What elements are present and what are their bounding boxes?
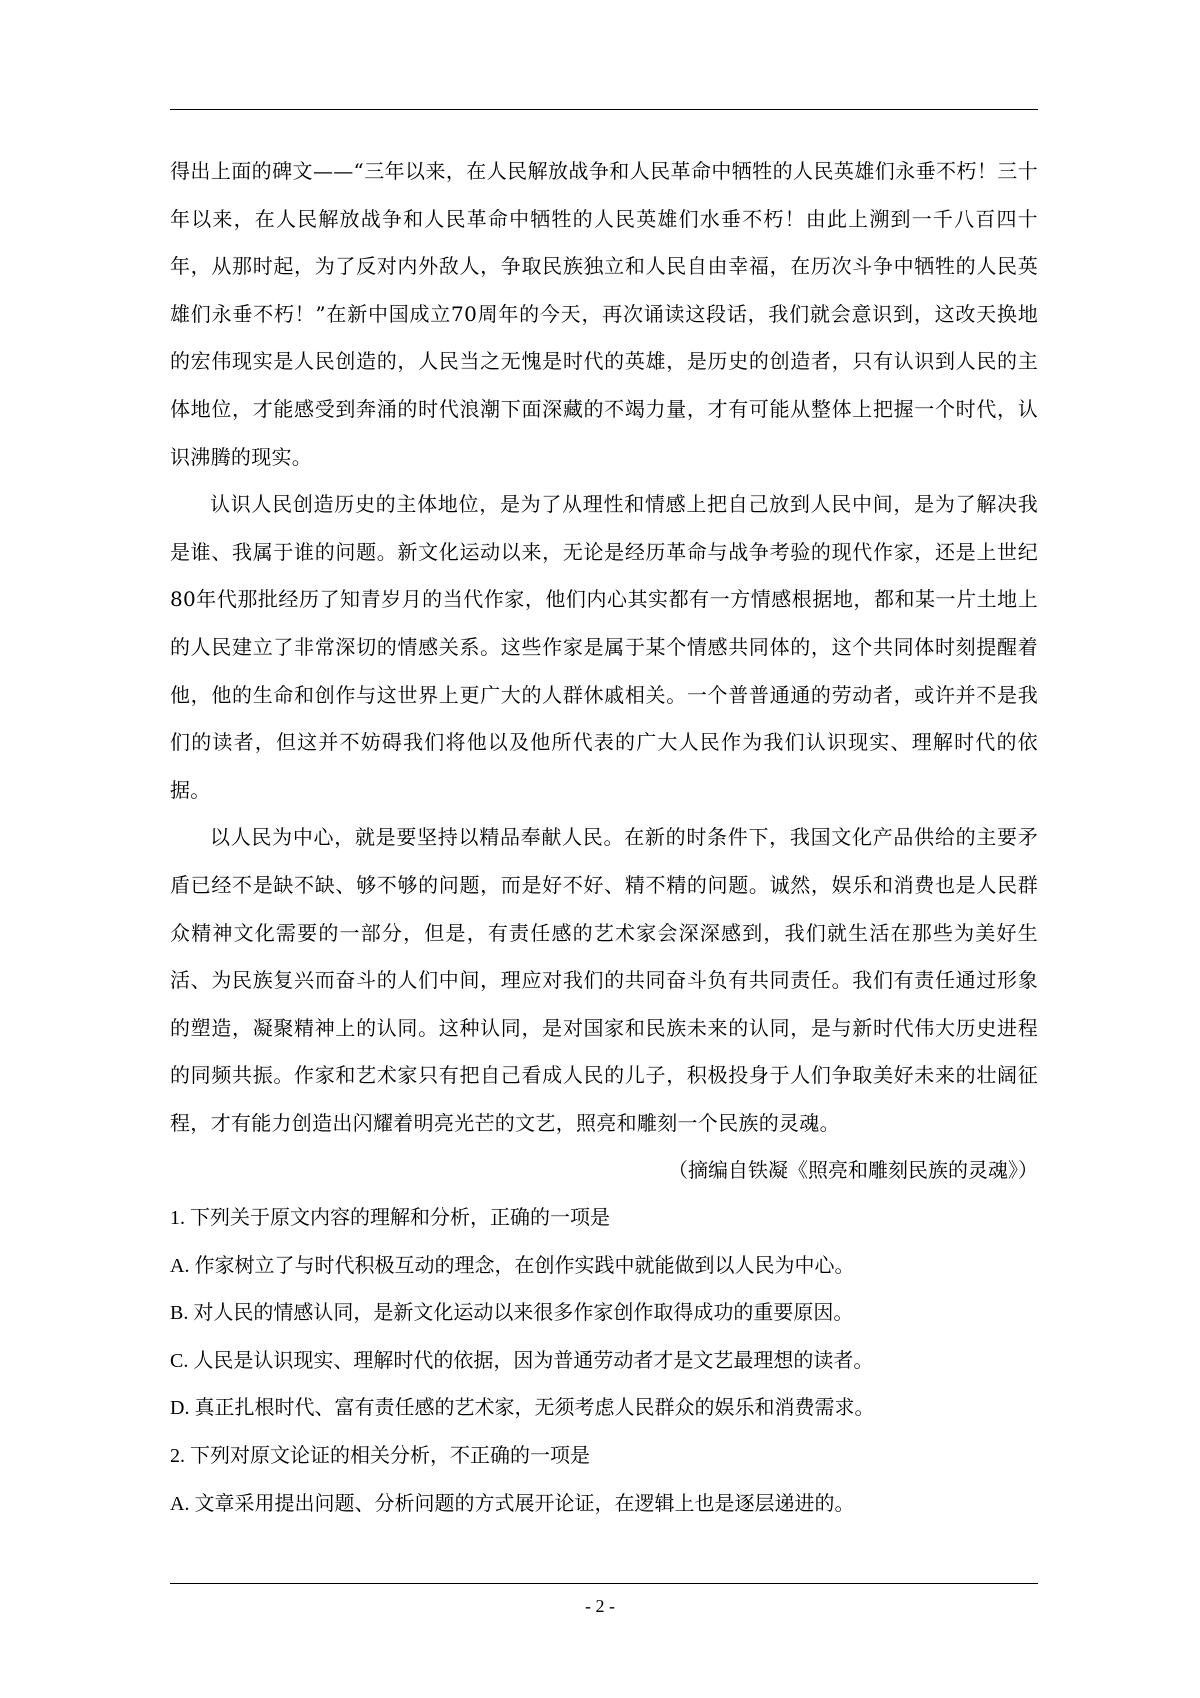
question-2-stem: 2. 下列对原文论证的相关分析，不正确的一项是 [170, 1445, 590, 1468]
passage-paragraph-2: 认识人民创造历史的主体地位，是为了从理性和情感上把自己放到人民中间，是为了解决我是谁、我属于谁的问题。新文化运动以来，无论是经历革命与战争考验的现代作家，还是上世纪80年代那批经历了知青岁月的当代作家，他们内心其实都有一方情感根据地，都和某一片土地上的人民建立了非常深切的情感关系。这些作家是属于某个情感共同体的，这个共同体时刻提醒着他，他的生命和创作与这世界上更广大的人群休戚相关。一个普普通通的劳动者，或许并不是我们的读者，但这并不妨碍我们将他以及他所代表的广大人民作为我们认识现实、理解时代的依据。 [170, 492, 1038, 802]
passage-paragraph-3: 以人民为中心，就是要坚持以精品奉献人民。在新的时条件下，我国文化产品供给的主要矛盾已经不是缺不缺、够不够的问题，而是好不好、精不精的问题。诚然，娱乐和消费也是人民群众精神文化需要的一部分，但是，有责任感的艺术家会深深感到，我们就生活在那些为美好生活、为民族复兴而奋斗的人们中间，理应对我们的共同奋斗负有共同责任。我们有责任通过形象的塑造，凝聚精神上的认同。这种认同，是对国家和民族未来的认同，是与新时代伟大历史进程的同频共振。作家和艺术家只有把自己看成人民的儿子，积极投身于人们争取美好未来的壮阔征程，才有能力创造出闪耀着明亮光芒的文艺，照亮和雕刻一个民族的灵魂。 [170, 825, 1038, 1135]
passage-source: （摘编自铁凝《照亮和雕刻民族的灵魂》） [668, 1158, 1038, 1183]
page-content [170, 148, 1038, 1528]
question-1-option-c: C. 人民是认识现实、理解时代的依据，因为普通劳动者才是文艺最理想的读者。 [170, 1349, 874, 1372]
question-1-option-d: D. 真正扎根时代、富有责任感的艺术家，无须考虑人民群众的娱乐和消费需求。 [170, 1397, 875, 1420]
passage-paragraph-1: 得出上面的碑文——“三年以来，在人民解放战争和人民革命中牺牲的人民英雄们永垂不朽！三十年以来，在人民解放战争和人民革命中牺牲的人民英雄们水垂不朽！由此上溯到一千八百四十年，从那时起，为了反对内外敌人，争取民族独立和人民自由幸福，在历次斗争中牺牲的人民英雄们永垂不朽！”在新中国成立70周年的今天，再次诵读这段话，我们就会意识到，这改天换地的宏伟现实是人民创造的，人民当之无愧是时代的英雄，是历史的创造者，只有认识到人民的主体地位，才能感受到奔涌的时代浪潮下面深藏的不竭力量，才有可能从整体上把握一个时代，认识沸腾的现实。 [170, 159, 1038, 469]
footer-rule [170, 1583, 1038, 1584]
question-1-stem: 1. 下列关于原文内容的理解和分析，正确的一项是 [170, 1207, 610, 1230]
page-number: - 2 - [585, 1596, 615, 1616]
question-1-option-a: A. 作家树立了与时代积极互动的理念，在创作实践中就能做到以人民为中心。 [170, 1254, 855, 1277]
question-1-option-b: B. 对人民的情感认同，是新文化运动以来很多作家创作取得成功的重要原因。 [170, 1302, 854, 1325]
question-2-option-a: A. 文章采用提出问题、分析问题的方式展开论证，在逻辑上也是逐层递进的。 [170, 1492, 855, 1515]
header-rule [170, 109, 1038, 110]
